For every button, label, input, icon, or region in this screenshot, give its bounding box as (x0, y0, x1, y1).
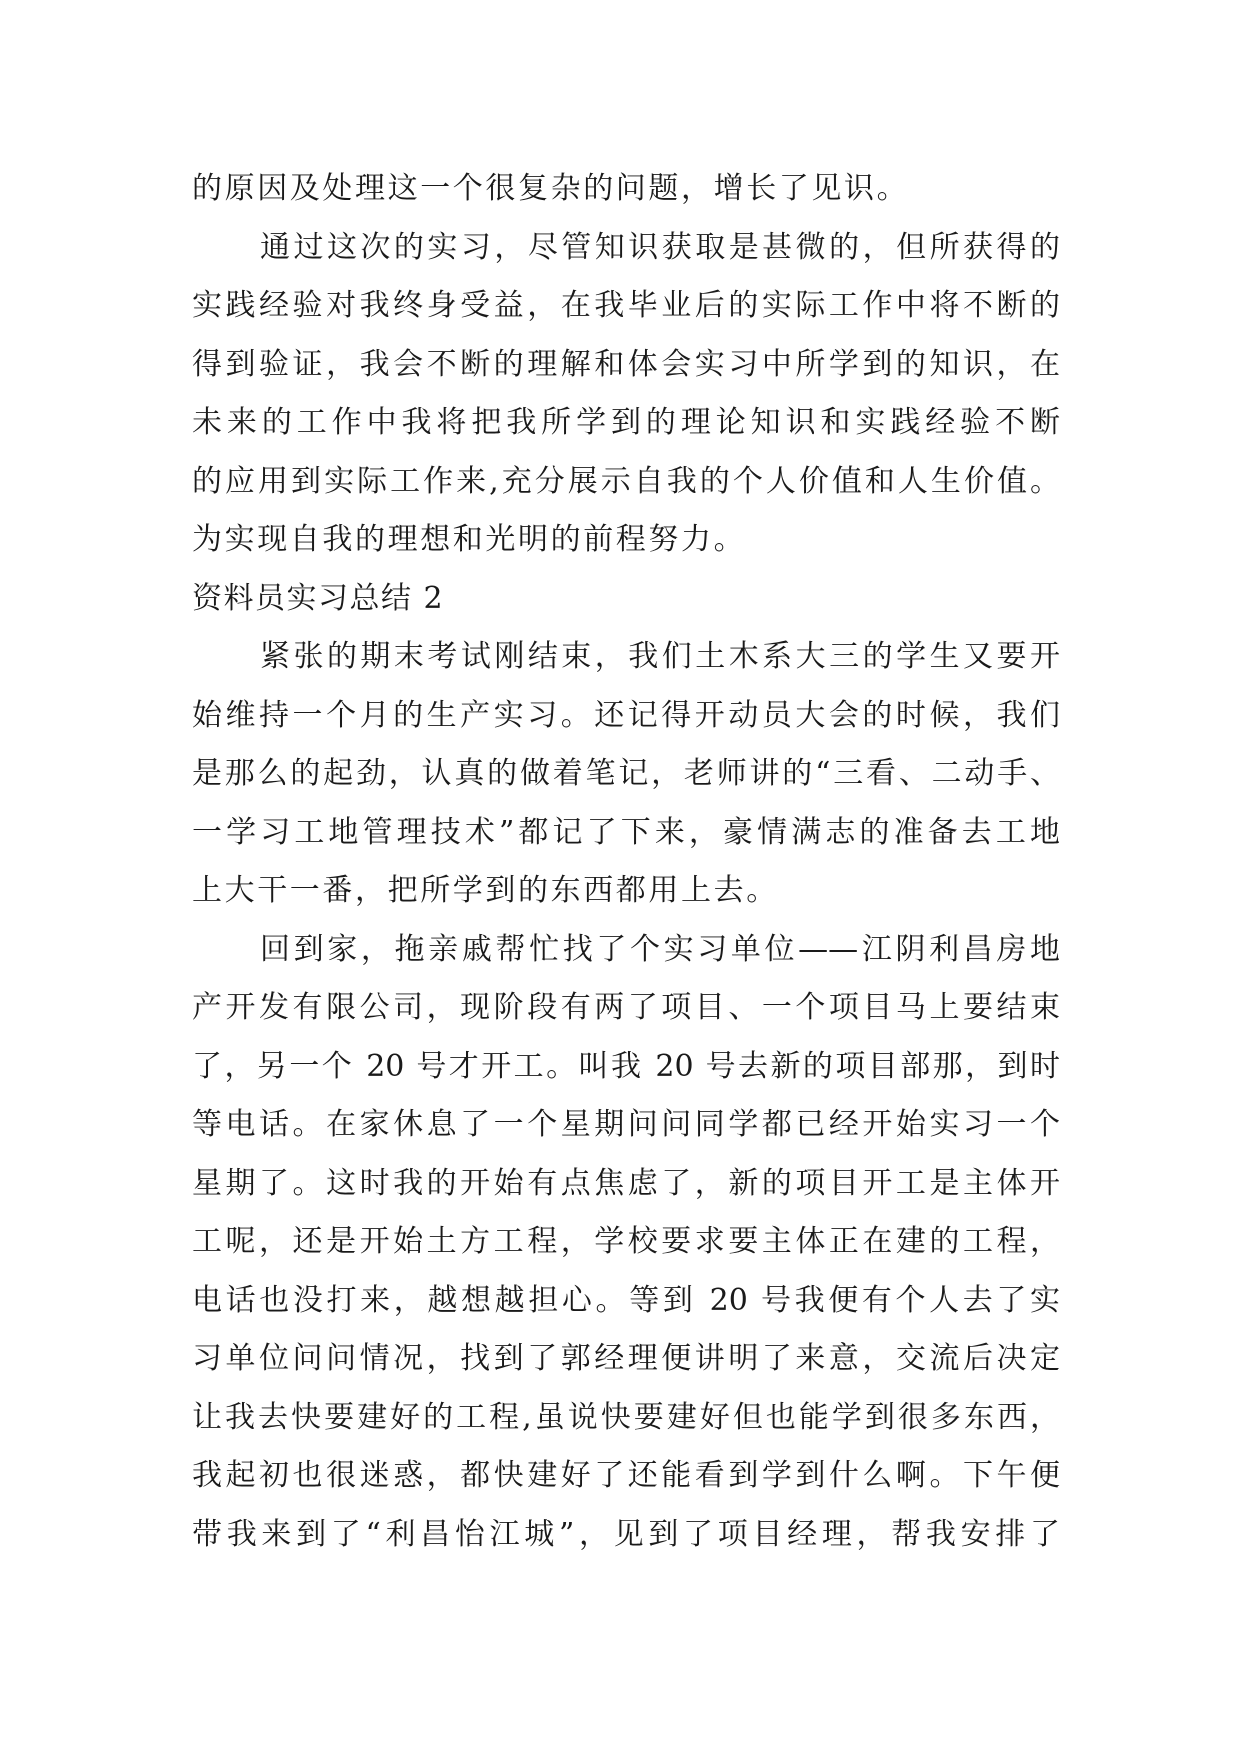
text-line: 实践经验对我终身受益，在我毕业后的实际工作中将不断的 (192, 288, 1060, 323)
text-line: 等电话。在家休息了一个星期问问同学都已经开始实习一个 (192, 1107, 1060, 1142)
text-line: 习单位问问情况，找到了郭经理便讲明了来意，交流后决定 (192, 1341, 1060, 1376)
text-line: 始维持一个月的生产实习。还记得开动员大会的时候，我们 (192, 697, 1060, 733)
body-text (192, 160, 1060, 1564)
text-line: 产开发有限公司，现阶段有两了项目、一个项目马上要结束 (192, 990, 1060, 1025)
text-line: 电话也没打来，越想越担心。等到 20 号我便有个人去了实 (192, 1282, 1060, 1318)
paragraph-first-line: 回到家，拖亲戚帮忙找了个实习单位——江阴利昌房地 (260, 931, 1060, 967)
text-line: 是那么的起劲，认真的做着笔记，老师讲的“三看、二动手、 (192, 756, 1060, 791)
paragraph-first-line: 紧张的期末考试刚结束，我们土木系大三的学生又要开 (260, 639, 1060, 674)
paragraph-first-line: 通过这次的实习，尽管知识获取是甚微的，但所获得的 (260, 229, 1060, 265)
section-heading: 资料员实习总结 2 (192, 580, 445, 616)
text-line: 工呢，还是开始土方工程，学校要求要主体正在建的工程， (192, 1224, 1060, 1259)
text-line: 得到验证，我会不断的理解和体会实习中所学到的知识，在 (192, 346, 1060, 382)
text-line: 星期了。这时我的开始有点焦虑了，新的项目开工是主体开 (192, 1165, 1060, 1201)
text-line: 的应用到实际工作来,充分展示自我的个人价值和人生价值。 (192, 463, 1060, 499)
text-line: 为实现自我的理想和光明的前程努力。 (192, 522, 747, 557)
text-line: 的原因及处理这一个很复杂的问题，增长了见识。 (192, 171, 910, 206)
text-line: 上大干一番，把所学到的东西都用上去。 (192, 873, 779, 908)
text-line: 了，另一个 20 号才开工。叫我 20 号去新的项目部那，到时 (192, 1048, 1060, 1084)
text-line: 一学习工地管理技术”都记了下来，豪情满志的准备去工地 (192, 814, 1060, 850)
text-line: 让我去快要建好的工程,虽说快要建好但也能学到很多东西， (192, 1399, 1060, 1435)
text-line: 未来的工作中我将把我所学到的理论知识和实践经验不断 (192, 405, 1060, 440)
text-line: 我起初也很迷惑，都快建好了还能看到学到什么啊。下午便 (192, 1458, 1060, 1493)
text-line: 带我来到了“利昌怡江城”，见到了项目经理，帮我安排了 (192, 1516, 1060, 1552)
